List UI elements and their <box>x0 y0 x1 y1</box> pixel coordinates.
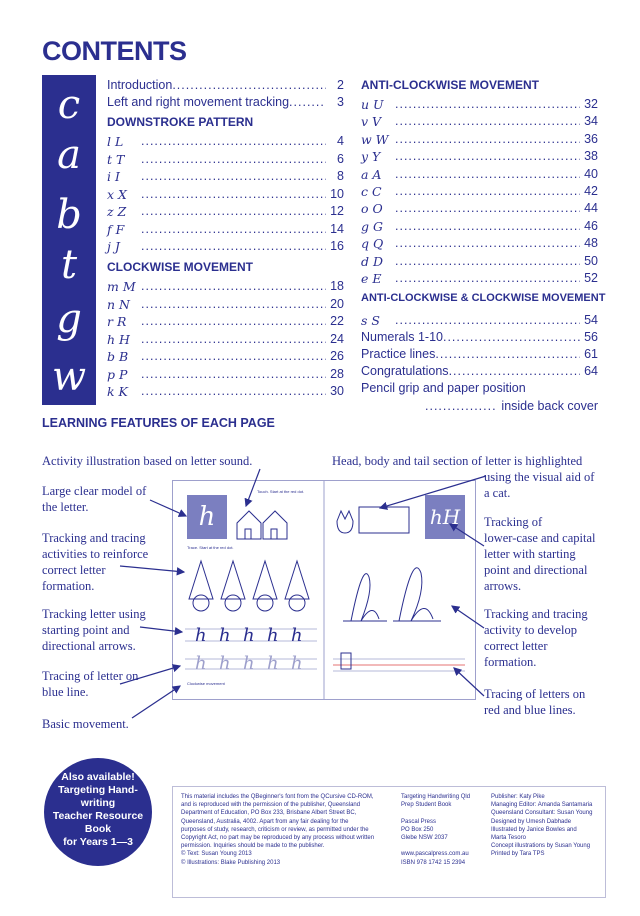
note-line: activities to reinforce <box>42 547 149 561</box>
toc-page: 38 <box>584 149 598 164</box>
sample-spread <box>172 480 476 700</box>
toc-letter-row[interactable] <box>107 134 344 149</box>
toc-letters: o O <box>361 201 383 217</box>
svg-text:h: h <box>267 653 279 674</box>
toc-letters: t T <box>107 151 125 167</box>
toc-letters: n N <box>107 296 130 312</box>
toc-page: 10 <box>330 186 344 201</box>
badge-line: for Years 1—3 <box>63 836 133 848</box>
toc-letter-row[interactable] <box>107 314 344 329</box>
toc-letter-row[interactable] <box>361 132 598 147</box>
toc-letter-row[interactable] <box>361 167 598 182</box>
toc-page: 54 <box>584 313 598 327</box>
svg-text:h: h <box>219 625 231 646</box>
note-large <box>42 483 146 515</box>
toc-page: 40 <box>584 166 598 181</box>
toc-letter-row[interactable] <box>107 297 344 312</box>
toc-page: 46 <box>584 218 598 233</box>
note-line: blue line. <box>42 685 89 699</box>
toc-letter-row[interactable] <box>107 204 344 219</box>
note-line: Tracking and tracing <box>484 607 588 621</box>
note-line: a cat. <box>484 486 511 500</box>
toc-letter-row[interactable] <box>107 367 344 382</box>
toc-page: 34 <box>584 114 598 129</box>
toc-letters: y Y <box>361 149 381 165</box>
toc-letters: f F <box>107 221 125 237</box>
toc-congrats[interactable] <box>361 364 598 378</box>
toc-label: Introduction <box>107 78 173 92</box>
toc-letter-row[interactable] <box>107 332 344 347</box>
sample-big-letter: h <box>198 502 216 532</box>
toc-letters: h H <box>107 331 130 347</box>
toc-page: 2 <box>337 78 344 92</box>
note-line: Large clear model of <box>42 484 147 498</box>
bar-letter: a <box>57 132 81 178</box>
note-line: activity to develop <box>484 623 578 637</box>
section-heading: CLOCKWISE MOVEMENT <box>107 260 253 274</box>
toc-page: 16 <box>330 239 344 253</box>
toc-page: 20 <box>330 296 344 311</box>
note-redblue <box>484 686 585 718</box>
toc-letters: w W <box>361 131 389 147</box>
info-col-credits: Publisher: Katy Pike Managing Editor: Amanda Santamaria Queensland Consultant: Susan Young Designed by Umesh Dabhade Illustrated by Janice Bowles and Marta Tesoro Concept illustrations by Susan Young Printed by Tara TPS <box>491 794 593 858</box>
note-line: correct letter <box>484 639 548 653</box>
note-tracking <box>42 530 148 594</box>
toc-page: 12 <box>330 204 344 218</box>
info-col-publisher: Targeting Handwriting Qld Prep Student Book Pascal Press PO Box 250 Glebe NSW 2037 www.pascalpress.com.au ISBN 978 1742 15 2394 <box>401 794 471 866</box>
note-basic: Basic movement. <box>42 717 129 731</box>
note-line: lower-case and capital <box>484 531 596 545</box>
note-line: Tracking and tracing <box>42 531 146 545</box>
toc-page: 42 <box>584 184 598 198</box>
note-tracing-blue <box>42 668 138 700</box>
note-line: using the visual aid of <box>484 470 595 484</box>
toc-letters: b B <box>107 349 129 364</box>
features-heading: LEARNING FEATURES OF EACH PAGE <box>42 416 275 430</box>
toc-label: Numerals 1-10 <box>361 330 443 344</box>
svg-text:h: h <box>267 625 279 646</box>
note-line: Tracing of letters on <box>484 687 586 701</box>
sample-caption: Touch. Start at the red dot. <box>257 489 305 494</box>
svg-text:h: h <box>291 653 303 674</box>
toc-letter-row[interactable] <box>107 349 344 364</box>
bar-letter: b <box>56 192 82 238</box>
toc-letters: s S <box>361 313 380 328</box>
toc-letters: c C <box>361 184 382 199</box>
note-line: directional arrows. <box>42 639 136 653</box>
toc-letter-row[interactable] <box>361 114 598 129</box>
note-line: formation. <box>484 655 537 669</box>
toc-letter-row[interactable] <box>107 384 344 399</box>
toc-letters: q Q <box>361 236 384 252</box>
note-line: starting point and <box>42 623 130 637</box>
toc-page: 64 <box>584 364 598 378</box>
toc-letter-row[interactable] <box>361 271 598 286</box>
note-line: Tracking letter using <box>42 607 146 621</box>
toc-intro[interactable] <box>107 78 344 92</box>
toc-letters: l L <box>107 134 124 149</box>
svg-text:h: h <box>219 653 231 674</box>
svg-text:h: h <box>243 653 255 674</box>
note-line: the letter. <box>42 500 89 514</box>
toc-letter-row[interactable] <box>361 97 598 112</box>
bar-letter: c <box>57 82 81 128</box>
bar-letter: g <box>56 296 82 342</box>
toc-letters: a A <box>361 166 382 182</box>
badge-line: Book <box>84 823 112 835</box>
note-line: red and blue lines. <box>484 703 576 717</box>
toc-s[interactable] <box>361 313 598 328</box>
toc-letters: k K <box>107 384 128 399</box>
page-title: CONTENTS <box>42 36 187 66</box>
svg-text:h: h <box>195 653 207 674</box>
note-line: Head, body and tail section of letter is highlighted <box>332 454 583 468</box>
note-line: point and directional <box>484 563 588 577</box>
toc-page: 48 <box>584 236 598 251</box>
toc-letters: z Z <box>107 204 127 219</box>
letter-bar <box>42 75 96 405</box>
note-develop <box>484 606 588 670</box>
toc-page: 44 <box>584 201 598 216</box>
toc-letters: r R <box>107 314 127 329</box>
bar-letter: w <box>51 354 87 400</box>
toc-page: 56 <box>584 330 598 344</box>
toc-pencil-page[interactable] <box>425 399 598 413</box>
badge-line: writing <box>80 797 116 809</box>
toc-label: Pencil grip and paper position <box>361 381 526 395</box>
toc-page: 30 <box>330 384 344 398</box>
bar-letter: t <box>60 242 78 288</box>
section-heading: ANTI-CLOCKWISE MOVEMENT <box>361 78 539 92</box>
toc-letter-row[interactable] <box>361 201 598 216</box>
toc-numerals[interactable] <box>361 330 598 344</box>
section-heading: ANTI-CLOCKWISE & CLOCKWISE MOVEMENT <box>361 292 606 304</box>
toc-label: Congratulations <box>361 364 449 378</box>
toc-letter-row[interactable] <box>361 184 598 199</box>
note-line: formation. <box>42 579 95 593</box>
toc-letters: v V <box>361 114 382 130</box>
svg-text:h: h <box>243 625 255 646</box>
toc-page: 52 <box>584 271 598 285</box>
toc-letters: m M <box>107 279 136 294</box>
toc-letter-row[interactable] <box>361 149 598 164</box>
note-lowercap <box>484 514 596 594</box>
sample-caption: Trace. Start at the red dot. <box>187 545 234 550</box>
toc-page: 22 <box>330 314 344 328</box>
info-col-copyright: This material includes the QBeginner's font from the QCursive CD-ROM, and is reproduced with the permission of the publisher, Queensland Department of Education, PO Box 233, Brisbane Albert Street BC, Queensland, Australia, 4002. Apart from any fair dealing for the purposes of study, research, criticism or review, as permitted under the Copyright Act, no part may be reproduced by any process without written permission. Inquiries should be made to the publisher. © Text: Susan Young 2013 © Illustrations: Blake Publishing 2013 <box>181 794 375 866</box>
toc-letters: g G <box>361 218 383 234</box>
toc-practice[interactable] <box>361 347 598 361</box>
publication-info <box>172 786 606 898</box>
toc-label: Practice lines <box>361 347 436 361</box>
toc-letters: u U <box>361 97 384 112</box>
toc-page: 24 <box>330 331 344 346</box>
toc-page: 26 <box>330 349 344 363</box>
toc-letters: e E <box>361 271 382 286</box>
badge-line: Teacher Resource <box>52 810 144 822</box>
toc-letter-row[interactable] <box>107 279 344 294</box>
toc-letters: x X <box>107 186 127 202</box>
svg-text:h: h <box>195 625 207 646</box>
toc-letter-row[interactable] <box>361 236 598 251</box>
toc-letter-row[interactable] <box>107 169 344 184</box>
note-line: correct letter <box>42 563 106 577</box>
note-line: Tracing of letter on <box>42 669 139 683</box>
toc-page: 18 <box>330 279 344 293</box>
toc-page: 8 <box>337 169 344 183</box>
note-line: letter with starting <box>484 547 576 561</box>
toc-page: 36 <box>584 131 598 146</box>
sample-big-pair: hH <box>429 505 461 529</box>
toc-page: 32 <box>584 97 598 111</box>
also-available-badge[interactable] <box>44 758 152 866</box>
note-line: Tracking of <box>484 515 543 529</box>
toc-page: 3 <box>337 95 344 109</box>
toc-page: 28 <box>330 366 344 381</box>
toc-letter-row[interactable] <box>107 222 344 237</box>
toc-letter-row[interactable] <box>107 152 344 167</box>
toc-pencil[interactable] <box>361 381 598 395</box>
toc-page: 50 <box>584 253 598 268</box>
toc-letter-row[interactable] <box>107 239 344 254</box>
sample-footer: Clockwise movement <box>187 681 225 686</box>
toc-lr[interactable] <box>107 95 344 109</box>
toc-page: 6 <box>337 151 344 166</box>
toc-page: 4 <box>337 134 344 148</box>
toc-letters: d D <box>361 253 383 269</box>
badge-line: Also available! <box>61 771 135 783</box>
toc-letter-row[interactable] <box>361 219 598 234</box>
note-activity: Activity illustration based on letter sound. <box>42 454 253 468</box>
badge-line: Targeting Hand- <box>58 784 138 796</box>
section-heading: DOWNSTROKE PATTERN <box>107 115 254 129</box>
toc-label: Left and right movement tracking <box>107 95 290 109</box>
note-trackletter <box>42 606 146 654</box>
toc-page: inside back cover <box>501 399 598 413</box>
toc-letter-row[interactable] <box>361 254 598 269</box>
toc-letters: i I <box>107 169 120 184</box>
toc-letters: j J <box>107 239 120 254</box>
note-line: arrows. <box>484 579 522 593</box>
toc-letter-row[interactable] <box>107 187 344 202</box>
svg-text:h: h <box>291 625 303 646</box>
toc-page: 61 <box>584 347 598 361</box>
toc-page: 14 <box>330 221 344 236</box>
toc-letters: p P <box>107 366 128 382</box>
